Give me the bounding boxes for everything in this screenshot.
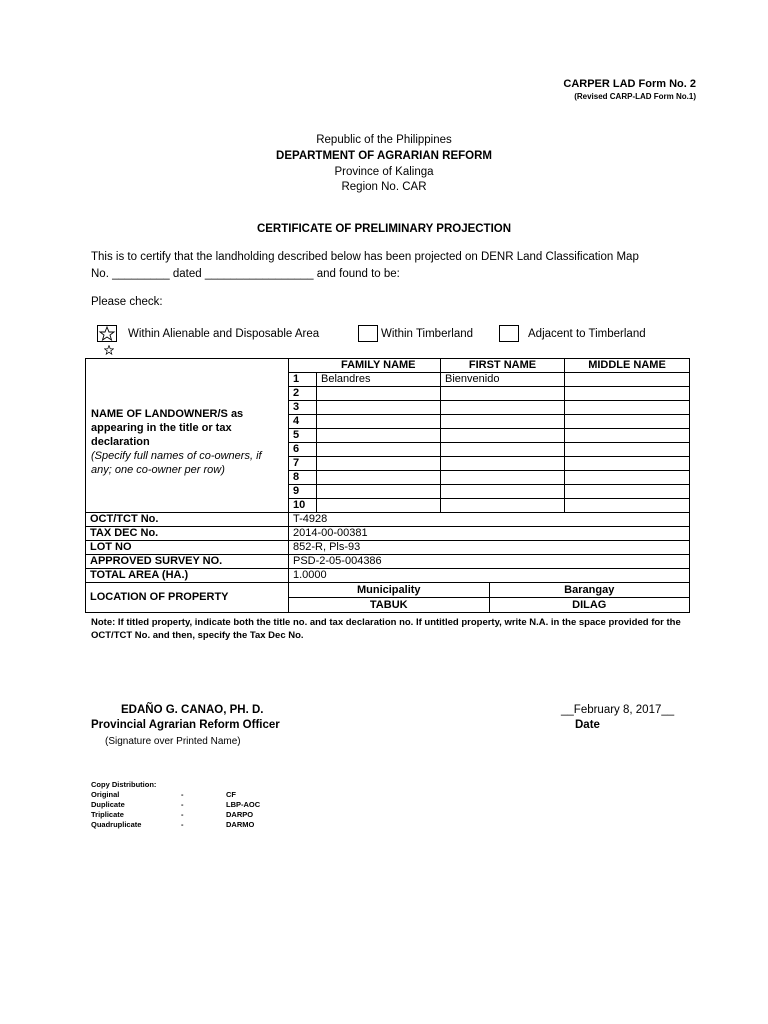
taxdec-label: TAX DEC No. [86,527,289,541]
copy-type: Triplicate [91,810,124,819]
middle-name-field[interactable] [565,485,690,499]
row-number: 9 [289,485,317,499]
form-number: CARPER LAD Form No. 2 [563,78,696,90]
family-name-field[interactable] [317,429,441,443]
copy-recipient: DARPO [226,810,254,819]
area-row [86,569,690,583]
first-name-field[interactable]: Bienvenido [441,373,565,387]
taxdec-row [86,527,690,541]
row-number: 4 [289,415,317,429]
adjacent-checkbox[interactable] [499,325,519,342]
middle-name-field[interactable] [565,457,690,471]
alienable-option-label: Within Alienable and Disposable Area [128,328,320,340]
location-subtable [289,583,689,612]
copy-type: Quadruplicate [91,820,142,829]
middle-name-field[interactable] [565,443,690,457]
lot-row [86,541,690,555]
table-row [86,373,690,387]
header-region: Region No. CAR [341,181,427,193]
family-name-field[interactable] [317,485,441,499]
landowner-label-cell [86,373,289,513]
middle-name-field[interactable] [565,401,690,415]
first-name-field[interactable] [441,457,565,471]
barangay-header: Barangay [489,583,689,598]
first-name-field[interactable] [441,485,565,499]
family-name-field[interactable] [317,443,441,457]
first-name-field[interactable] [441,471,565,485]
signatory-name: EDAÑO G. CANAO, PH. D. [121,704,264,716]
list-item [91,810,260,820]
note-text: Note: If titled property, indicate both the title no. and tax declaration no. If untitled property, write N.A. in the space provided for the OCT/TCT No. and then, specify the Tax Dec No. [91,617,681,641]
star-check-icon [98,326,116,341]
form-revision: (Revised CARP-LAD Form No.1) [574,92,696,101]
copy-dash: - [181,810,184,819]
area-value[interactable]: 1.0000 [289,569,690,583]
middle-name-field[interactable] [565,415,690,429]
survey-value[interactable]: PSD-2-05-004386 [289,555,690,569]
municipality-value[interactable]: TABUK [289,598,489,613]
area-label: TOTAL AREA (HA.) [86,569,289,583]
row-number: 5 [289,429,317,443]
family-name-field[interactable] [317,457,441,471]
row-number: 6 [289,443,317,457]
family-name-field[interactable] [317,387,441,401]
landowner-note: (Specify full names of co-owners, if any; one co-owner per row) [91,450,262,477]
signature-date: __February 8, 2017__ [561,704,675,716]
middle-name-field[interactable] [565,499,690,513]
header-republic: Republic of the Philippines [316,134,452,146]
copy-dash: - [181,800,184,809]
list-item [91,820,260,830]
copy-type: Original [91,790,120,799]
copy-distribution-heading: Copy Distribution: [91,780,157,789]
family-name-field[interactable] [317,471,441,485]
barangay-value[interactable]: DILAG [572,598,607,611]
oct-label: OCT/TCT No. [86,513,289,527]
copy-type: Duplicate [91,800,125,809]
adjacent-option-label: Adjacent to Timberland [528,328,646,340]
middle-name-field[interactable] [565,373,690,387]
signatory-position: Provincial Agrarian Reform Officer [91,719,280,731]
lot-label: LOT NO [86,541,289,555]
middle-name-field[interactable] [565,429,690,443]
header-province: Province of Kalinga [334,166,434,178]
location-row [86,583,690,613]
list-item [91,800,260,810]
first-name-field[interactable] [441,387,565,401]
certification-line-2: No. _________ dated _________________ and found to be: [91,268,400,280]
family-name-field[interactable] [317,499,441,513]
please-check-label: Please check: [91,296,163,308]
certification-text [91,249,696,283]
copy-dash: - [181,820,184,829]
timberland-checkbox[interactable] [358,325,378,342]
date-label: Date [575,719,600,731]
alienable-checkbox[interactable] [97,325,117,342]
copy-distribution [91,780,260,830]
location-label: LOCATION OF PROPERTY [86,583,289,613]
family-name-field[interactable] [317,415,441,429]
copy-recipient: DARMO [226,820,255,829]
lot-value[interactable]: 852-R, Pls-93 [289,541,690,555]
municipality-header: Municipality [289,583,489,598]
header-department: DEPARTMENT OF AGRARIAN REFORM [276,150,492,162]
row-number: 3 [289,401,317,415]
row-number: 8 [289,471,317,485]
survey-label: APPROVED SURVEY NO. [86,555,289,569]
landholding-table [85,358,690,613]
row-number: 2 [289,387,317,401]
first-name-field[interactable] [441,415,565,429]
list-item [91,790,260,800]
copy-distribution-list [91,790,260,830]
oct-value[interactable]: T-4928 [289,513,690,527]
timberland-option-label: Within Timberland [381,328,474,340]
signature-caption: (Signature over Printed Name) [105,736,241,747]
copy-recipient: LBP-AOC [226,800,261,809]
first-name-field[interactable] [441,429,565,443]
row-number: 1 [289,373,317,387]
document-title: CERTIFICATE OF PRELIMINARY PROJECTION [256,223,512,235]
small-star-icon [104,345,114,355]
survey-row [86,555,690,569]
certification-line-1: This is to certify that the landholding described below has been projected on DENR Land Classification Map [91,251,639,263]
row-number: 7 [289,457,317,471]
first-name-field[interactable] [441,443,565,457]
row-number: 10 [289,499,317,513]
middle-name-field[interactable] [565,387,690,401]
middle-name-header: MIDDLE NAME [565,359,690,373]
family-name-header: FAMILY NAME [317,359,441,373]
first-name-field[interactable] [441,401,565,415]
taxdec-value[interactable]: 2014-00-00381 [289,527,690,541]
family-name-field[interactable]: Belandres [317,373,441,387]
oct-row [86,513,690,527]
family-name-field[interactable] [317,401,441,415]
landowner-label: NAME OF LANDOWNER/S as appearing in the title or tax declaration [91,408,244,449]
middle-name-field[interactable] [565,471,690,485]
first-name-header: FIRST NAME [441,359,565,373]
copy-recipient: CF [226,790,236,799]
table-header-row [86,359,690,373]
copy-dash: - [181,790,184,799]
first-name-field[interactable] [441,499,565,513]
